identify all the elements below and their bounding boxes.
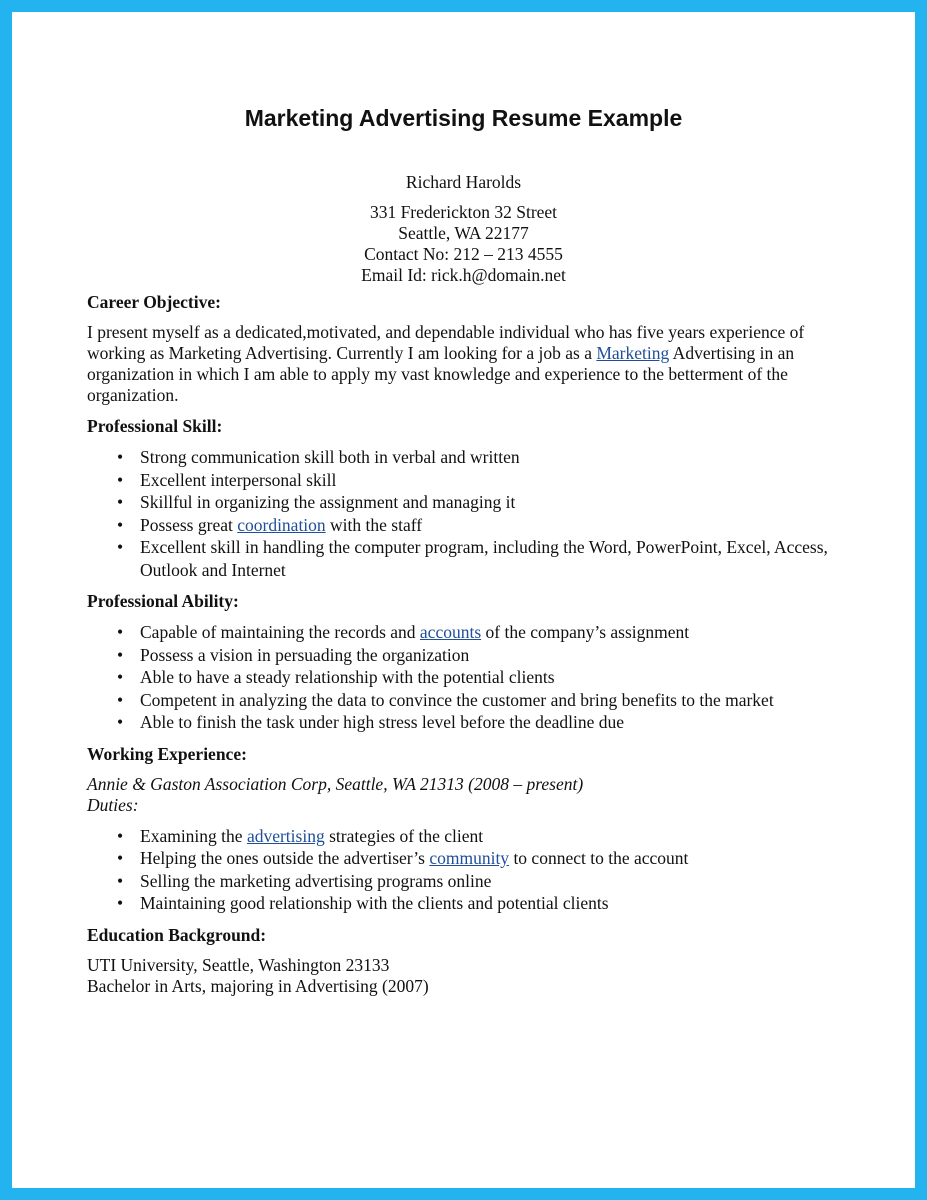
list-item-text-end: of the company’s assignment xyxy=(481,622,690,642)
professional-ability-list xyxy=(87,621,847,734)
list-item xyxy=(87,469,847,492)
working-experience-heading: Working Experience: xyxy=(87,743,247,764)
list-item xyxy=(87,621,847,644)
list-item xyxy=(87,514,847,537)
list-item-text: Possess a vision in persuading the organization xyxy=(140,644,470,665)
list-item xyxy=(87,847,847,870)
professional-skill-heading: Professional Skill: xyxy=(87,416,223,436)
list-item xyxy=(87,536,847,581)
list-item-text: Able to finish the task under high stress level before the deadline due xyxy=(140,712,625,732)
education-degree: Bachelor in Arts, majoring in Advertising (2007) xyxy=(87,975,429,996)
list-item xyxy=(87,446,847,469)
list-item xyxy=(87,711,847,734)
bullet-icon: • xyxy=(117,848,124,868)
resume-body xyxy=(87,292,847,997)
bullet-icon: • xyxy=(117,893,124,913)
education-section xyxy=(87,925,847,997)
list-item-text-end: to connect to the account xyxy=(509,848,689,868)
career-objective-heading: Career Objective: xyxy=(87,292,221,312)
career-objective-section xyxy=(87,292,847,406)
list-item-text: Possess great xyxy=(140,514,238,535)
duties-label: Duties: xyxy=(87,794,139,815)
education-university: UTI University, Seattle, Washington 23133 xyxy=(87,954,390,975)
list-item-text-end: with the staff xyxy=(325,514,423,535)
inline-link[interactable]: community xyxy=(429,848,510,868)
list-item-text: Able to have a steady relationship with the potential clients xyxy=(140,667,555,687)
page-title: Marketing Advertising Resume Example xyxy=(244,105,683,131)
list-item xyxy=(87,666,847,689)
career-objective-text xyxy=(87,322,847,406)
professional-skill-section xyxy=(87,416,847,581)
list-item xyxy=(87,644,847,667)
list-item-text: Competent in analyzing the data to convince the customer and bring benefits to the market xyxy=(140,689,774,710)
list-item-text: Excellent skill in handling the computer program, including the Word, PowerPoint, Excel, Access, Outlook and Internet xyxy=(140,537,828,580)
bullet-icon: • xyxy=(117,825,124,846)
list-item xyxy=(87,491,847,514)
list-item-text: Helping the ones outside the advertiser’s xyxy=(140,848,430,868)
working-experience-section xyxy=(87,744,847,915)
contact-email: Email Id: rick.h@domain.net xyxy=(361,265,566,285)
city-address: Seattle, WA 22177 xyxy=(398,223,529,243)
list-item-text-end: strategies of the client xyxy=(324,825,484,846)
inline-link[interactable]: accounts xyxy=(419,622,482,642)
bullet-icon: • xyxy=(117,492,124,512)
bullet-icon: • xyxy=(117,870,124,891)
street-address: 331 Frederickton 32 Street xyxy=(369,202,558,222)
bullet-icon: • xyxy=(117,447,124,467)
applicant-name: Richard Harolds xyxy=(405,172,522,192)
list-item xyxy=(87,825,847,848)
list-item-text: Examining the xyxy=(140,825,247,846)
inline-link[interactable]: coordination xyxy=(237,514,326,535)
list-item-text: Strong communication skill both in verbal and written xyxy=(140,447,520,467)
inline-link[interactable]: advertising xyxy=(246,825,325,846)
contact-block xyxy=(0,172,927,286)
duties-list xyxy=(87,825,847,915)
list-item-text: Maintaining good relationship with the clients and potential clients xyxy=(140,893,609,913)
list-item-text: Selling the marketing advertising programs online xyxy=(140,870,492,891)
professional-skill-list xyxy=(87,446,847,581)
bullet-icon: • xyxy=(117,667,124,687)
bullet-icon: • xyxy=(117,469,124,490)
bullet-icon: • xyxy=(117,689,124,710)
list-item-text: Capable of maintaining the records and xyxy=(140,622,420,642)
professional-ability-section xyxy=(87,591,847,734)
list-item-text: Skillful in organizing the assignment and managing it xyxy=(140,492,516,512)
list-item-text: Excellent interpersonal skill xyxy=(140,469,337,490)
bullet-icon: • xyxy=(117,514,124,535)
objective-text-start: I present myself as a dedicated,motivated, and dependable individual who has five years experience of working as Marketing Advertising. Currently I am looking for a job as a xyxy=(87,322,805,363)
bullet-icon: • xyxy=(117,712,124,732)
contact-phone: Contact No: 212 – 213 4555 xyxy=(364,244,563,264)
bullet-icon: • xyxy=(117,537,124,557)
professional-ability-heading: Professional Ability: xyxy=(87,591,239,611)
education-heading: Education Background: xyxy=(87,924,267,945)
list-item xyxy=(87,689,847,712)
list-item xyxy=(87,892,847,915)
bullet-icon: • xyxy=(117,644,124,665)
company-line: Annie & Gaston Association Corp, Seattle, WA 21313 (2008 – present) xyxy=(87,773,584,794)
marketing-link[interactable]: Marketing xyxy=(596,343,670,363)
list-item xyxy=(87,870,847,893)
bullet-icon: • xyxy=(117,622,124,642)
objective-text-end: Advertising in an organization in which I am able to apply my vast knowledge and experience to the betterment of the organization. xyxy=(87,343,795,405)
